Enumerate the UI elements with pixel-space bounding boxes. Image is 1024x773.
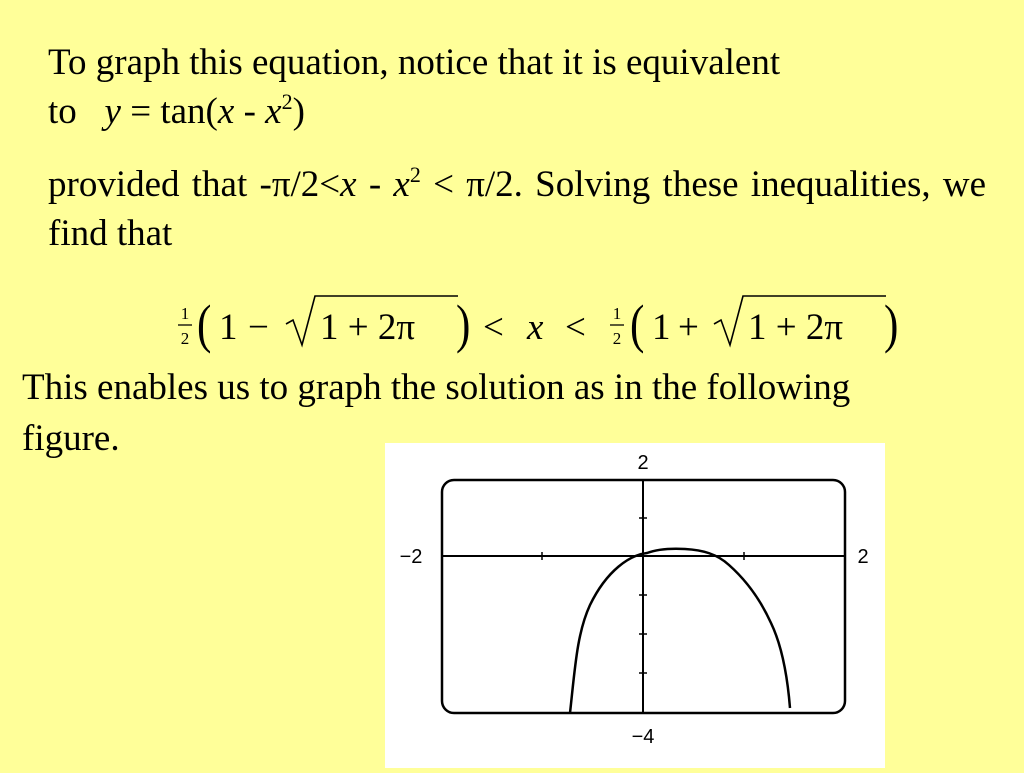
left-paren: (	[197, 293, 212, 355]
half-lt: /2<	[290, 164, 341, 205]
condition-rest: /2. Solving these inequalities, we find that	[48, 164, 987, 254]
eq-close-paren: )	[292, 91, 305, 132]
one-2: 1	[652, 307, 671, 348]
pi-symbol-2: π	[466, 164, 485, 205]
eq-tan: tan(	[160, 91, 218, 132]
right-paren-2: )	[884, 293, 899, 355]
cond-exponent: 2	[409, 162, 421, 187]
right-paren: )	[456, 293, 471, 355]
intro-line: To graph this equation, notice that it is equivalent	[48, 42, 781, 83]
eq-exponent: 2	[281, 89, 293, 114]
cond-x-squared: x	[393, 164, 410, 205]
one-1: 1	[219, 307, 238, 348]
cond-minus: -	[356, 164, 394, 205]
cond-x: x	[340, 164, 357, 205]
formula-x: x	[527, 307, 544, 348]
graph-figure	[385, 443, 885, 768]
solution-curve	[570, 549, 790, 713]
left-paren-2: (	[630, 293, 645, 355]
provided-text: provided that -	[48, 164, 272, 205]
lt-sign-1: <	[483, 307, 504, 348]
graph-svg	[385, 443, 885, 768]
minus-sign: −	[248, 307, 269, 348]
cond-lt: <	[420, 164, 467, 205]
sqrt-sign-1	[286, 296, 458, 345]
lt-sign-2: <	[565, 307, 586, 348]
plus-sign: +	[678, 307, 699, 348]
radicand-1: 1 + 2π	[320, 307, 416, 348]
y-max-label: 2	[637, 452, 649, 474]
y-min-label: −4	[631, 726, 655, 748]
conclusion-paragraph: This enables us to graph the solution as in the following figure.	[22, 367, 851, 459]
condition-paragraph	[48, 160, 986, 258]
half-denominator: 2	[180, 329, 190, 348]
x-max-label: 2	[857, 546, 869, 568]
sqrt-sign-2	[714, 296, 886, 345]
eq-equals: =	[120, 91, 161, 132]
eq-y: y	[104, 91, 121, 132]
eq-x: x	[217, 91, 235, 132]
half-numerator-2: 1	[612, 304, 622, 323]
to-word: to	[48, 91, 77, 132]
intro-paragraph	[48, 38, 986, 136]
x-min-label: −2	[399, 546, 423, 568]
half-numerator: 1	[180, 304, 190, 323]
radicand-2: 1 + 2π	[748, 307, 844, 348]
half-denominator-2: 2	[612, 329, 622, 348]
eq-minus: -	[234, 91, 266, 132]
pi-symbol: π	[271, 164, 291, 205]
eq-x-squared: x	[265, 91, 282, 132]
